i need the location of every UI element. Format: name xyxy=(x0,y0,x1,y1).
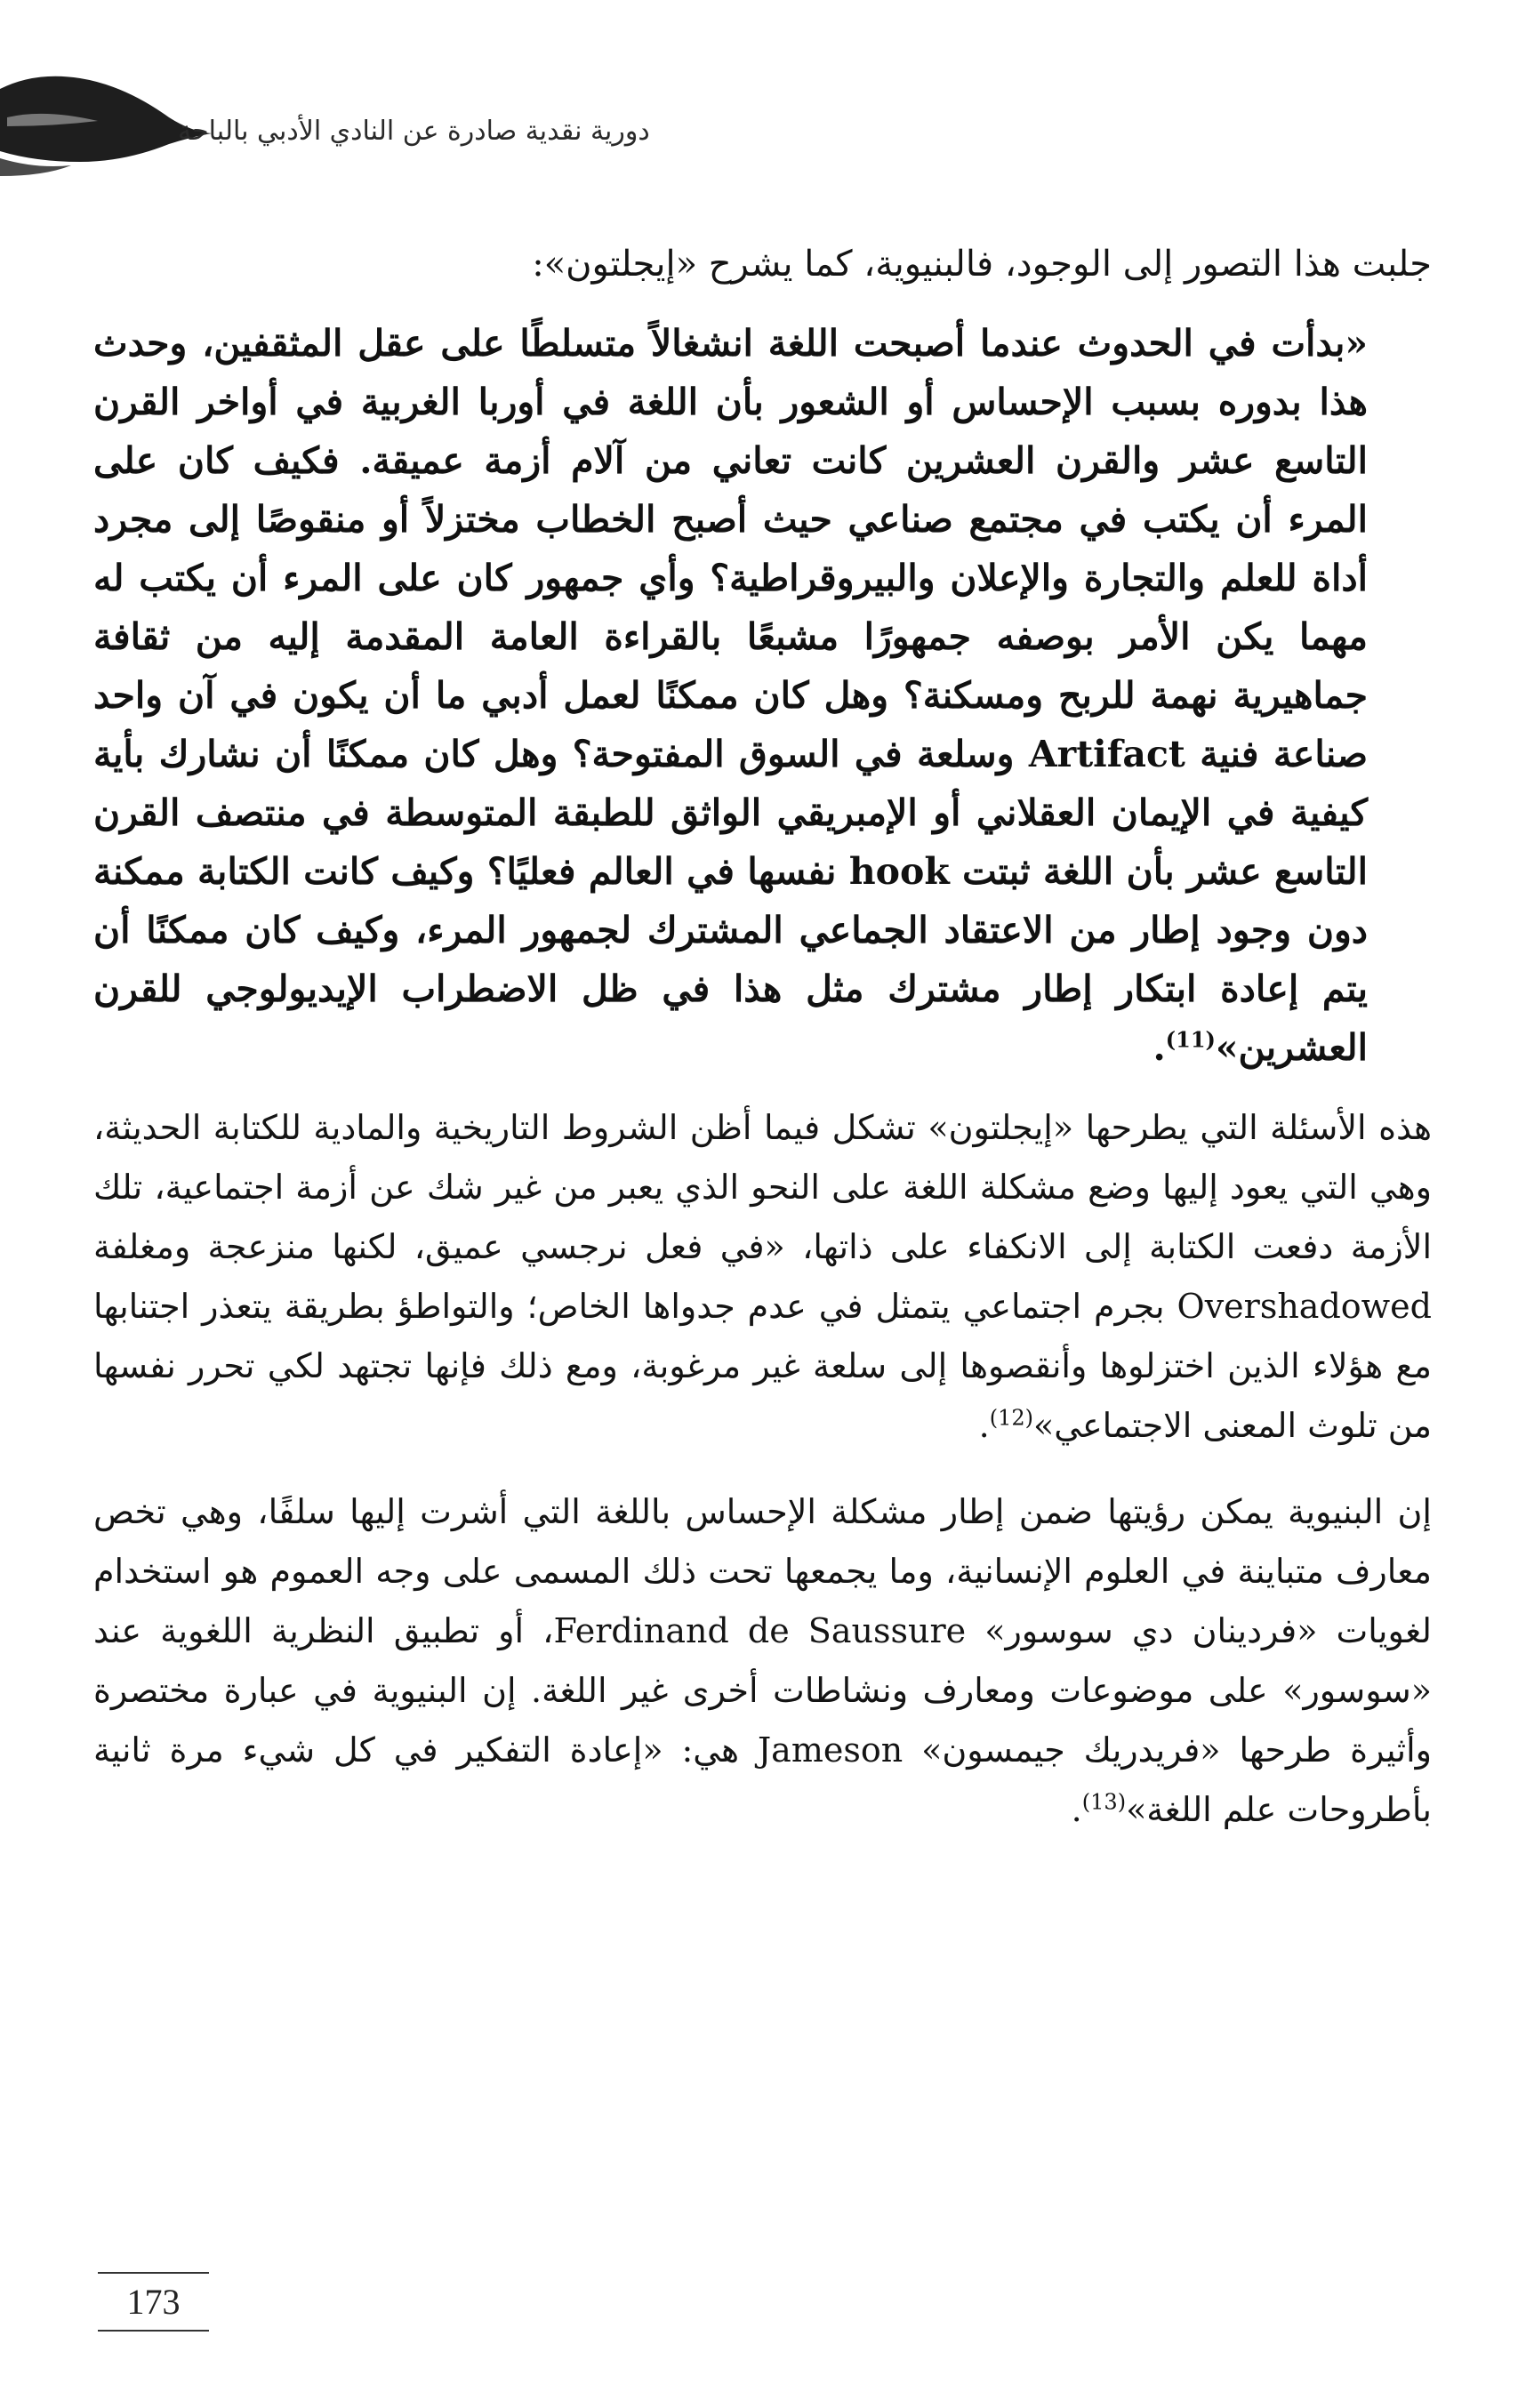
footnote-ref-13: (13) xyxy=(1081,1789,1127,1815)
header-title: دورية نقدية صادرة عن النادي الأدبي بالباحة xyxy=(178,116,650,147)
article-body xyxy=(93,236,1432,1866)
footer-rule-top xyxy=(98,2272,209,2274)
footnote-ref-12: (12) xyxy=(989,1405,1034,1431)
footnote-ref-11: (11) xyxy=(1165,1026,1216,1053)
body-paragraph-2: إن البنيوية يمكن رؤيتها ضمن إطار مشكلة الإحساس باللغة التي أشرت إليها سلفًا، وهي تخص معارف متباينة في العلوم الإنسانية، وما يجمعها تحت ذلك المسمى على وجه العموم هو استخدام لغويات «فردينان دي سوسور» Ferdinand de Saussure، أو تطبيق النظرية اللغوية عند «سوسور» على موضوعات ومعارف ونشاطات أخرى غير اللغة. إن البنيوية في عبارة مختصرة وأثيرة طرحها «فريدريك جيمسون» Jameson هي: «إعادة التفكير في كل شيء مرة ثانية بأطروحات علم اللغة»$^{(13)}$. xyxy=(93,1492,1433,1829)
page-number: 173 xyxy=(126,2282,181,2322)
block-quote: «بدأت في الحدوث عندما أصبحت اللغة انشغالاً متسلطًا على عقل المثقفين، وحدث هذا بدوره بسبب الإحساس أو الشعور بأن اللغة في أوربا الغربية في أواخر القرن التاسع عشر والقرن العشرين كانت تعاني من آلام أزمة عميقة. فكيف كان على المرء أن يكتب في مجتمع صناعي حيث أصبح الخطاب مختزلاً أو منقوصًا إلى مجرد أداة للعلم والتجارة والإعلان والبيروقراطية؟ وأي جمهور كان على المرء أن يكتب له مهما يكن الأمر بوصفه جمهورًا مشبعًا بالقراءة العامة المقدمة إليه من ثقافة جماهيرية نهمة للربح ومسكنة؟ وهل كان ممكنًا لعمل أدبي ما أن يكون في آن واحد صناعة فنية Artifact وسلعة في السوق المفتوحة؟ وهل كان ممكنًا أن نشارك بأية كيفية في الإيمان العقلاني أو الإمبريقي الواثق للطبقة المتوسطة في منتصف القرن التاسع عشر بأن اللغة ثبتت hook نفسها في العالم فعليًا؟ وكيف كانت الكتابة ممكنة دون وجود إطار من الاعتقاد الجماعي المشترك لجمهور المرء، وكيف كان ممكنًا أن يتم إعادة ابتكار إطار مشترك مثل هذا في ظل الاضطراب الإيديولوجي للقرن العشرين»$^{(11)}$. xyxy=(93,322,1369,1069)
body-paragraph-1: هذه الأسئلة التي يطرحها «إيجلتون» تشكل فيما أظن الشروط التاريخية والمادية للكتابة الحديثة، وهي التي يعود إليها وضع مشكلة اللغة على النحو الذي يعبر من غير شك عن أزمة اجتماعية، تلك الأزمة دفعت الكتابة إلى الانكفاء على ذاتها، «في فعل نرجسي عميق، لكنها منزعجة ومغلفة Overshadowed بجرم اجتماعي يتمثل في عدم جدواها الخاص؛ والتواطؤ بطريقة يتعذر اجتنابها مع هؤلاء الذين اختزلوها وأنقصوها إلى سلعة غير مرغوبة، ومع ذلك فإنها تجتهد لكي تحرر نفسها من تلوث المعنى الاجتماعي»$^{(12)}$. xyxy=(93,1108,1432,1445)
page-footer xyxy=(98,2272,209,2332)
footer-rule-bottom xyxy=(98,2330,209,2332)
intro-paragraph: جلبت هذا التصور إلى الوجود، فالبنيوية، كما يشرح «إيجلتون»: xyxy=(532,244,1432,285)
journal-header xyxy=(0,62,1526,187)
